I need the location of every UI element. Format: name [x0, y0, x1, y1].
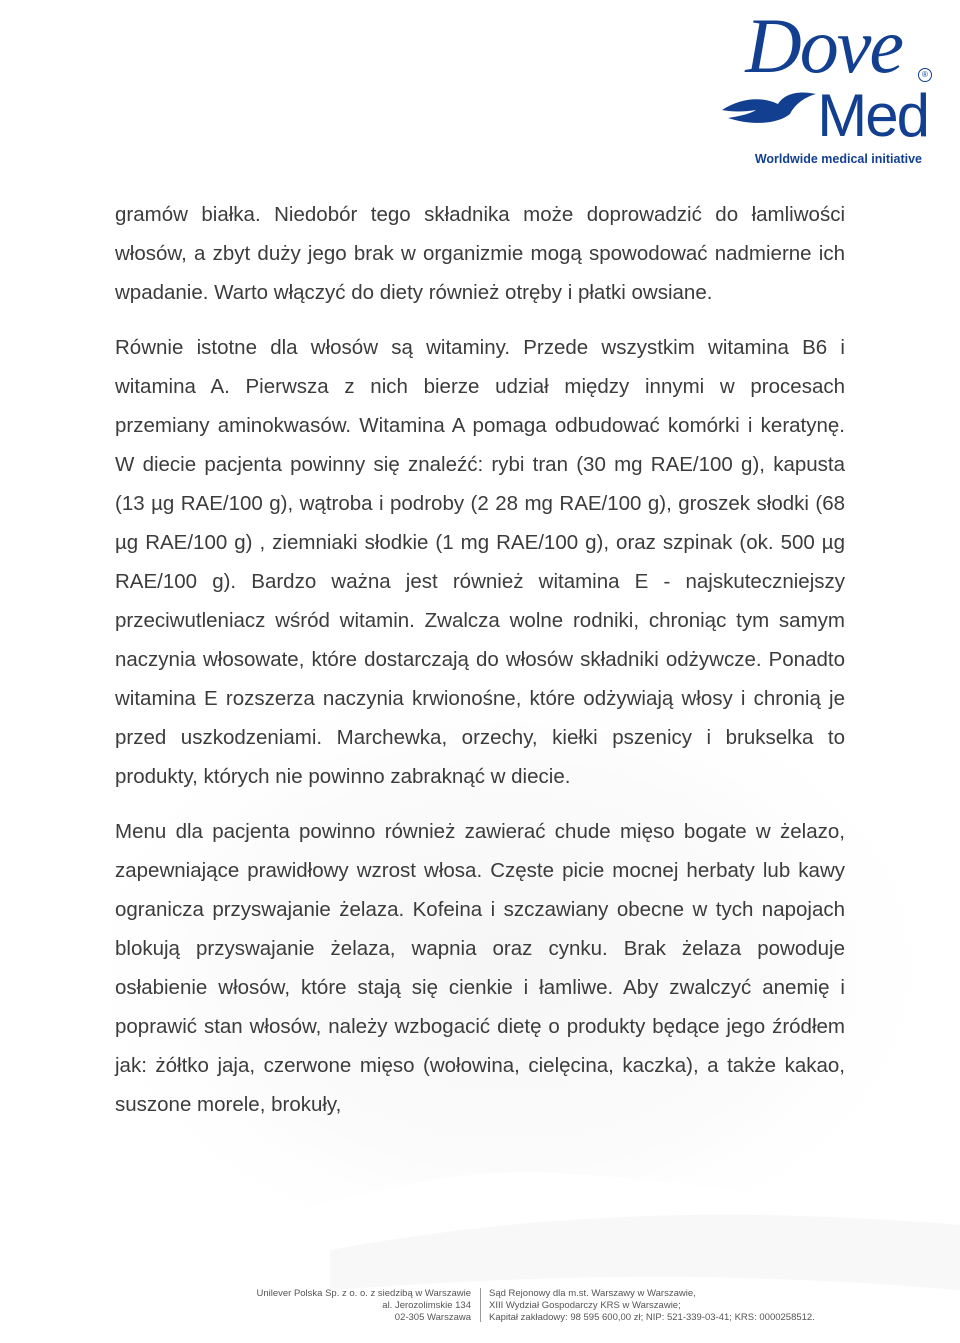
footer-line: Sąd Rejonowy dla m.st. Warszawy w Warszawie,	[489, 1288, 696, 1299]
footer-line: al. Jerozolimskie 134	[382, 1300, 471, 1311]
paragraph-protein: gramów białka. Niedobór tego składnika może doprowadzić do łamliwości włosów, a zbyt duży jego brak w organizmie mogą spowodować nadmierne ich wpadanie. Warto włączyć do diety również otręby i płatki owsiane.	[115, 203, 845, 304]
logo-med-wordmark: Med	[817, 82, 928, 149]
dove-bird-icon	[720, 86, 820, 128]
document-body	[115, 195, 845, 1124]
footer-line: 02-305 Warszawa	[394, 1312, 471, 1323]
paragraph-iron: Menu dla pacjenta powinno również zawierać chude mięso bogate w żelazo, zapewniające prawidłowy wzrost włosa. Częste picie mocnej herbaty lub kawy ogranicza przyswajanie żelaza. Kofeina i szczawiany obecne w tych napojach blokują przyswajanie żelaza, wapnia oraz cynku. Brak żelaza powoduje osłabienie włosów, które stają się cienkie i łamliwe. Aby zwalczyć anemię i poprawić stan włosów, należy wzbogacić dietę o produkty będące jego źródłem jak: żółtko jaja, czerwone mięso (wołowina, cielęcina, kaczka), a także kakao, suszone morele, brokuły,	[115, 820, 845, 1116]
dovemed-logo	[718, 2, 938, 166]
footer-company-address	[256, 1288, 471, 1324]
footer-line: XIII Wydział Gospodarczy KRS w Warszawie;	[489, 1300, 681, 1311]
footer-line: Kapitał zakładowy: 98 595 600,00 zł; NIP: 521-339-03-41; KRS: 0000258512.	[489, 1312, 815, 1323]
logo-tagline: Worldwide medical initiative	[754, 152, 922, 166]
company-footer	[0, 1286, 960, 1336]
footer-registry-info	[489, 1288, 815, 1324]
registered-mark: ®	[918, 68, 932, 82]
logo-dove-wordmark: Dove	[745, 2, 902, 89]
footer-divider	[480, 1288, 481, 1322]
footer-line: Unilever Polska Sp. z o. o. z siedzibą w Warszawie	[256, 1288, 471, 1299]
paragraph-vitamins: Równie istotne dla włosów są witaminy. Przede wszystkim witamina B6 i witamina A. Pierwsza z nich bierze udział między innymi w procesach przemiany aminokwasów. Witamina A pomaga odbudować komórki i keratynę. W diecie pacjenta powinny się znaleźć: rybi tran (30 mg RAE/100 g), kapusta (13 µg RAE/100 g), wątroba i podroby (2 28 mg RAE/100 g), groszek słodki (68 µg RAE/100 g) , ziemniaki słodkie (1 mg RAE/100 g), oraz szpinak (ok. 500 µg RAE/100 g). Bardzo ważna jest również witamina E - najskuteczniejszy przeciwutleniacz wśród witamin. Zwalcza wolne rodniki, chroniąc tym samym naczynia włosowate, które dostarczają do włosów składniki odżywcze. Ponadto witamina E rozszerza naczynia krwionośne, które odżywiają włosy i chronią je przed uszkodzeniami. Marchewka, orzechy, kiełki pszenicy i brukselka to produkty, których nie powinno zabraknąć w diecie.	[115, 336, 845, 788]
